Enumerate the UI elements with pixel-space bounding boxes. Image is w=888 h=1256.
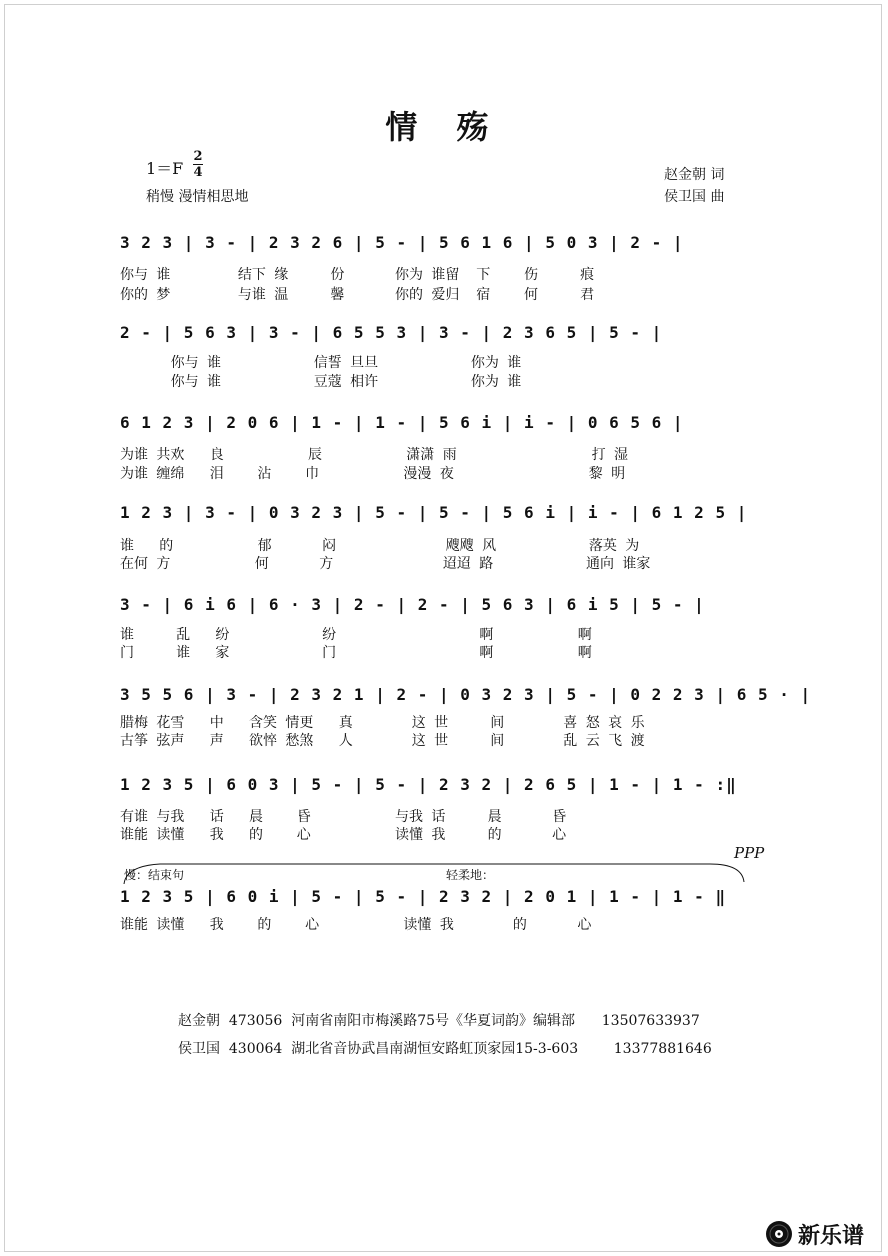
lyrics-verse-1: 谁 乱 纷 纷 啊 啊 xyxy=(120,627,592,643)
lyrics-verse-2: 你的 梦 与谁 温 馨 你的 爱归 宿 何 君 xyxy=(120,287,595,303)
composer-credit: 侯卫国 曲 xyxy=(664,189,725,205)
time-top: 2 xyxy=(193,149,203,164)
lyrics-verse-2: 谁能 读懂 我 的 心 读懂 我 的 心 xyxy=(120,827,567,843)
lyrics-verse-1: 谁能 读懂 我 的 心 读懂 我 的 心 xyxy=(120,917,592,933)
logo-text: 新乐谱 xyxy=(798,1223,865,1249)
lyrics-verse-2: 为谁 缠绵 泪 沾 巾 漫漫 夜 黎 明 xyxy=(120,466,626,482)
notation-line: 3 5 5 6 | 3 - | 2 3 2 1 | 2 - | 0 3 2 3 | 5 - | 0 2 2 3 | 6 5 · | xyxy=(120,685,812,704)
lyrics-verse-1: 谁 的 郁 闷 飕飕 风 落英 为 xyxy=(120,538,640,554)
lyrics-verse-1: 腊梅 花雪 中 含笑 情更 真 这 世 间 喜 怒 哀 乐 xyxy=(120,715,645,731)
lyrics-verse-1: 你与 谁 信誓 旦旦 你为 谁 xyxy=(120,355,522,371)
notation-line: 1 2 3 5 | 6 0 3 | 5 - | 5 - | 2 3 2 | 2 6 5 | 1 - | 1 - :‖ xyxy=(120,775,737,794)
lyrics-verse-1: 有谁 与我 话 晨 昏 与我 话 晨 昏 xyxy=(120,809,567,825)
lyricist-address: 赵金朝 473056 河南省南阳市梅溪路75号《华夏词韵》编辑部 13507633937 xyxy=(178,1013,700,1029)
key-signature: 1＝F xyxy=(146,159,184,178)
lyrics-verse-1: 你与 谁 结下 缘 份 你为 谁留 下 伤 痕 xyxy=(120,267,595,283)
notation-line: 1 2 3 | 3 - | 0 3 2 3 | 5 - | 5 - | 5 6 i | i - | 6 1 2 5 | xyxy=(120,503,748,522)
lyrics-verse-1: 为谁 共欢 良 辰 潇潇 雨 打 湿 xyxy=(120,447,629,463)
time-signature xyxy=(193,150,203,179)
time-bottom: 4 xyxy=(193,165,203,180)
composer-address: 侯卫国 430064 湖北省音协武昌南湖恒安路虹顶家园15-3-603 13377881646 xyxy=(178,1041,712,1057)
notation-line: 6 1 2 3 | 2 0 6 | 1 - | 1 - | 5 6 i | i - | 0 6 5 6 | xyxy=(120,413,684,432)
lyrics-verse-2: 你与 谁 豆蔻 相许 你为 谁 xyxy=(120,374,522,390)
notation-line: 2 - | 5 6 3 | 3 - | 6 5 5 3 | 3 - | 2 3 6 5 | 5 - | xyxy=(120,323,663,342)
notation-line: 3 2 3 | 3 - | 2 3 2 6 | 5 - | 5 6 1 6 | 5 0 3 | 2 - | xyxy=(120,233,684,252)
dynamic-marking: PPP xyxy=(734,844,765,862)
ending-annotation: 慢：结束句 xyxy=(124,868,185,882)
gentle-annotation: 轻柔地： xyxy=(446,868,495,882)
ending-bracket xyxy=(120,860,750,890)
vinyl-icon xyxy=(764,1219,794,1249)
tempo-marking: 稍慢 漫情相思地 xyxy=(146,189,249,205)
site-logo xyxy=(764,1218,864,1250)
lyrics-verse-2: 古筝 弦声 声 欲悴 愁煞 人 这 世 间 乱 云 飞 渡 xyxy=(120,733,645,749)
notation-line: 1 2 3 5 | 6 0 i | 5 - | 5 - | 2 3 2 | 2 0 1 | 1 - | 1 - ‖ xyxy=(120,887,727,906)
song-title: 情 殇 xyxy=(385,108,503,146)
lyrics-verse-2: 门 谁 家 门 啊 啊 xyxy=(120,645,592,661)
lyricist-credit: 赵金朝 词 xyxy=(664,167,725,183)
lyrics-verse-2: 在何 方 何 方 迢迢 路 通向 谁家 xyxy=(120,556,651,572)
notation-line: 3 - | 6 i 6 | 6 · 3 | 2 - | 2 - | 5 6 3 | 6 i 5 | 5 - | xyxy=(120,595,705,614)
